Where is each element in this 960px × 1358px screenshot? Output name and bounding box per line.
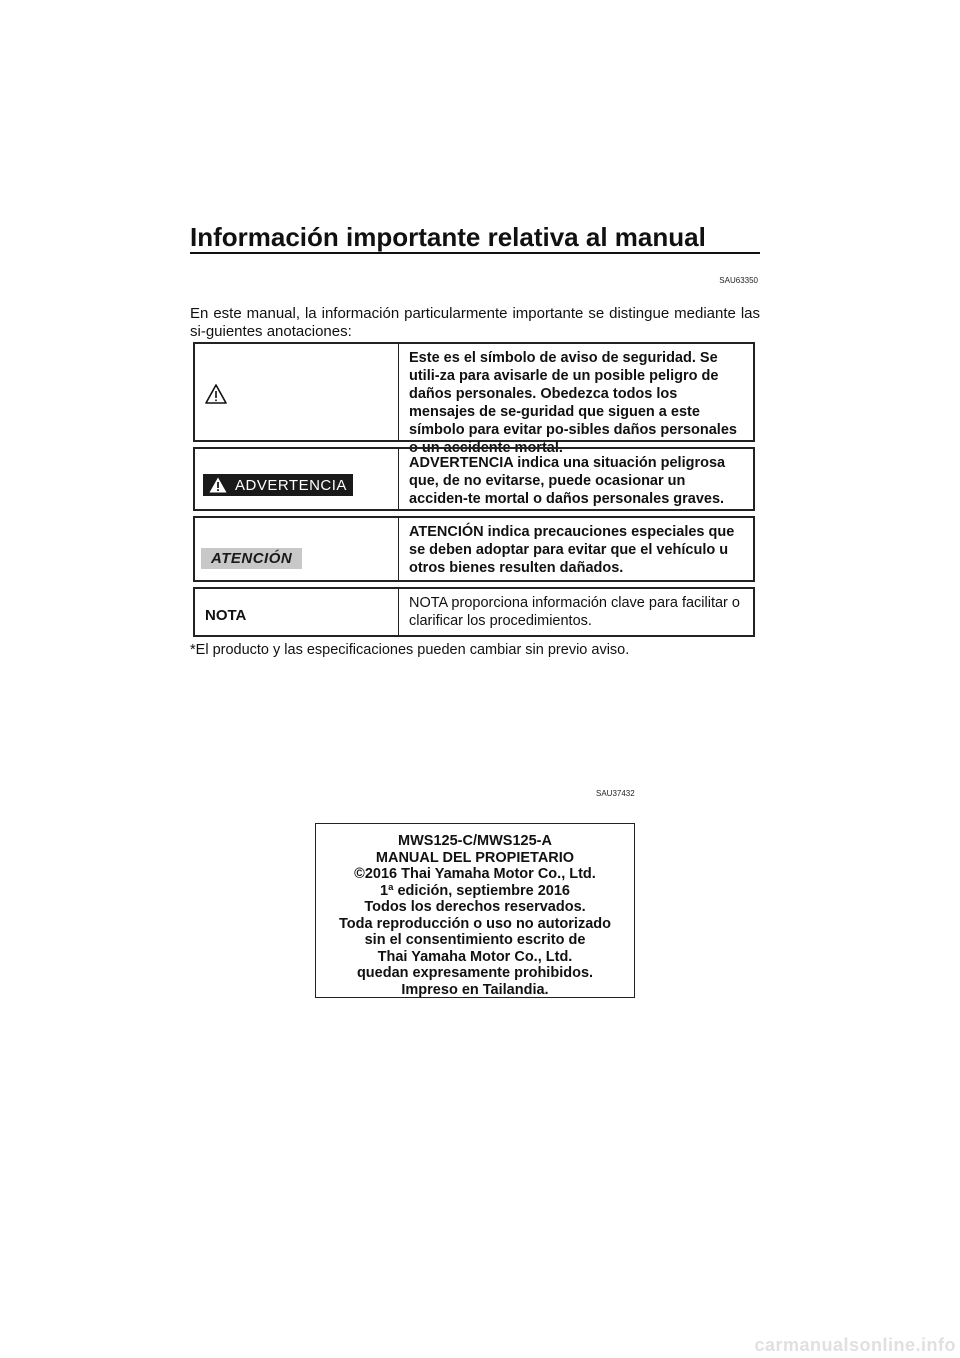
notice-symbol-cell [195,449,399,509]
copyright-line: Thai Yamaha Motor Co., Ltd. [377,948,573,965]
notice-symbol-cell [195,344,399,440]
copyright-box [315,823,635,998]
title-underline [190,252,760,254]
watermark: carmanualsonline.info [754,1335,956,1355]
safety-alert-icon [205,384,227,409]
warning-banner [203,474,353,496]
section-code: SAU37432 [596,789,635,798]
caution-banner: ATENCIÓN [201,548,302,569]
notice-warning [193,447,755,511]
notice-description: NOTA proporciona información clave para facilitar o clarificar los procedimientos. [409,595,740,629]
intro-paragraph: En este manual, la información particularmente importante se distingue mediante las si-guientes anotaciones: [190,305,760,340]
notice-safety-symbol [193,342,755,456]
copyright-line: MWS125-C/MWS125-A [398,833,552,849]
notice-description: ATENCIÓN indica precauciones especiales que se deben adoptar para evitar que el vehículo u otros bienes resulten dañados. [409,524,735,576]
copyright-line: quedan expresamente prohibidos. [356,965,594,981]
warning-label: ADVERTENCIA [235,476,347,494]
copyright-line: ©2016 Thai Yamaha Motor Co., Ltd. [354,866,596,882]
notice-symbol-cell [195,589,399,635]
page-title: Información importante relativa al manual [190,222,706,252]
note-label: NOTA [205,606,247,624]
footnote: *El producto y las especificaciones pueden cambiar sin previo aviso. [190,642,630,658]
copyright-line: Toda reproducción o uso no autorizado [338,915,611,932]
section-code: SAU63350 [719,276,758,285]
warning-triangle-icon [209,477,227,493]
copyright-line: sin el consentimiento escrito de [364,932,586,948]
copyright-line: MANUAL DEL PROPIETARIO [375,849,575,866]
copyright-line: Todos los derechos reservados. [364,899,586,915]
notice-symbol-cell [195,518,399,580]
copyright-line: 1ª edición, septiembre 2016 [380,882,570,899]
notice-description: Este es el símbolo de aviso de seguridad. Se utili-za para avisarle de un posible peligro de daños personales. Obedezca todos los mensajes de se-guridad que siguen a este símbolo para evitar po-sibles daños personales o un accidente mortal. [409,350,737,456]
notice-caution [193,516,755,582]
notice-description: ADVERTENCIA indica una situación peligrosa que, de no evitarse, puede ocasionar un acciden-te mortal o daños personales graves. [409,455,726,507]
copyright-line: Impreso en Tailandia. [401,981,549,998]
notice-note [193,587,755,637]
